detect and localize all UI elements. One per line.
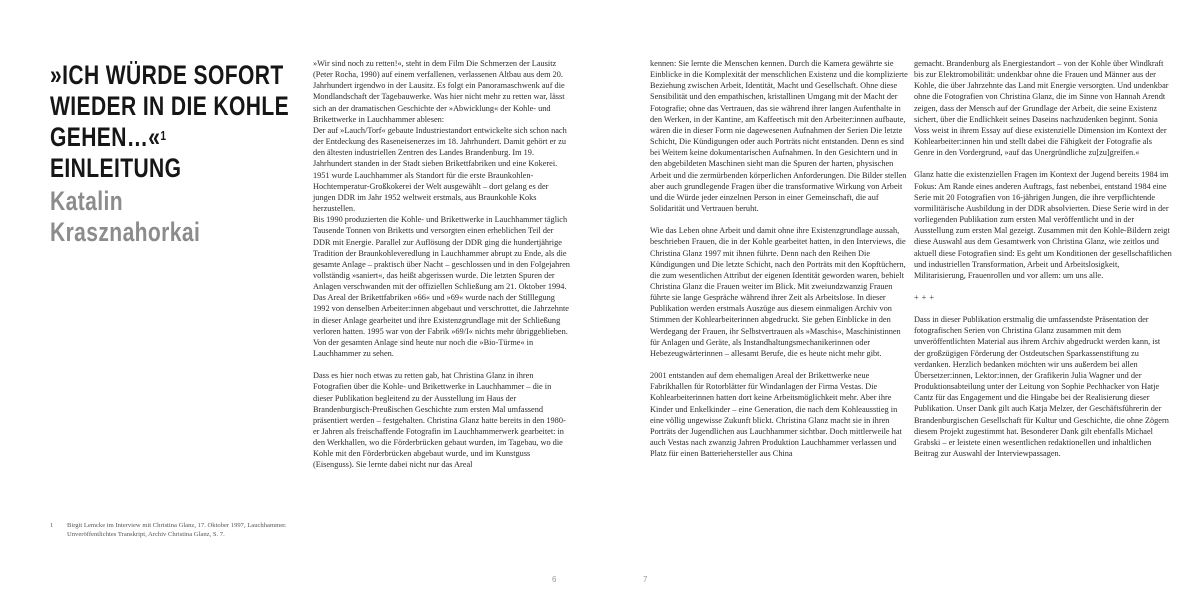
author-name <box>50 186 222 248</box>
column-2-paragraph-2: Wie das Leben ohne Arbeit und damit ohne ihre Existenzgrundlage aussah, beschrieben Frauen, die in der Kohle gearbeitet hatten, in den Interviews, die Christina Glanz 1997 mit ihnen führte. Denn nach den Reihen Die Kündigungen und Die letzte Schicht, nach den Porträts mit den Kopftüchern, die zum wesentlichen Attribut der eigenen Identität geworden waren, behielt Christina Glanz die Frauen weiter im Blick. Mit zweiundzwanzig Frauen führte sie lange Gespräche während ihrer Zeit als Arbeitslose. In dieser Publikation werden erstmals Auszüge aus diesem einmaligen Archiv von Stimmen der Kohlearbeiterinnen abgedruckt. Sie geben Einblicke in den Werdegang der Frauen, ihr Selbstvertrauen als »Maschis«, Maschinistinnen für Anlagen und Geräte, als Instandhaltungsmechanikerinnen oder Hebezeugwärterinnen – allesamt Berufe, die es heute nicht mehr gibt. <box>650 226 906 358</box>
column-1-paragraph-1: »Wir sind noch zu retten!«, steht in dem Film Die Schmerzen der Lausitz (Peter Rocha, 1990) auf einem verfallenen, verlassenen Altbau aus dem 20. Jahrhundert irgendwo in der Lausitz. Es folgt ein Panoramaschwenk auf die Mondlandschaft der Tagebauwerke. Was hier nicht mehr zu retten war, lässt sich an der dramatischen Geschichte der »Abwicklung« der Kohle- und Brikettwerke in Lauchhammer ablesen: Der auf »Lauch/Torf« gebaute Industriestandort entwickelte sich schon nach der Entdeckung des Raseneisenerzes im 18. Jahrhundert. Damit gehört er zu den ältesten industriellen Zentren des Landes Brandenburg. Im 19. Jahrhundert standen in der Stadt sieben Brikettfabriken und eine Kokerei. 1951 wurde Lauchhammer als Standort für die erste Braunkohlen-Hochtemperatur-Großkokerei der Welt ausgewählt – dort gelang es der jungen DDR im Jahr 1952 weltweit erstmals, aus Braunkohle Koks herzustellen. Bis 1990 produzierten die Kohle- und Brikettwerke in Lauchhammer täglich Tausende Tonnen von Briketts und versorgten einen erheblichen Teil der DDR mit Energie. Parallel zur Auflösung der DDR ging die hundertjährige Tradition der Braunkohleveredlung in Lauchhammer abrupt zu Ende, als die gesamte Anlage – praktisch über Nacht – geschlossen und in den Folgejahren vollständig »saniert«, das heißt abgerissen wurde. Die letzten Spuren der Anlagen verschwanden mit der offiziellen Schließung am 21. Oktober 1994. Das Areal der Brikettfabriken »66« und »69« wurde nach der Stilllegung 1992 von denselben Arbeiter:innen abgebaut und verschrottet, die Jahrzehnte in dieser Anlage gearbeitet und ihre Existenzgrundlage mit der Schließung verloren hatten. 1995 war von der Fabrik »69/I« nichts mehr übriggeblieben. Von der gesamten Anlage sind heute nur noch die »Bio-Türme« in Lauchhammer zu sehen. <box>313 59 570 359</box>
text-column-3 <box>914 58 1172 459</box>
title-line-3 <box>50 122 214 153</box>
author-last-name: Krasznahorkai <box>50 217 201 247</box>
title-line-4: EINLEITUNG <box>50 153 182 183</box>
column-3-paragraph-1: gemacht. Brandenburg als Energiestandort – von der Kohle über Windkraft bis zur Elektromobilität: undenkbar ohne die Frauen und Männer aus der Kohle, die über Jahrzehnte das Land mit Energie versorgten. Und undenkbar ohne die Fotografien von Christina Glanz, die im Sinne von Hannah Arendt zeigen, dass der Mensch auf der Grundlage der Arbeit, die seine Existenz sichert, über die Endlichkeit seines Daseins nachzudenken beginnt. Sonia Voss weist in ihrem Essay auf diese existenzielle Dimension im Kontext der Kohlearbeiter:innen hin und stellt dabei die Fähigkeit der Fotografie als Genre in den Vordergrund, »auf das Unergründliche zu[zu]greifen.« <box>914 59 1169 158</box>
column-2-paragraph-3: 2001 entstanden auf dem ehemaligen Areal der Brikettwerke neue Fabrikhallen für Rotorblätter für Windanlagen der Firma Vestas. Die Kohlearbeiterinnen hatten dort keine Arbeitsmöglichkeit mehr. Aber ihre Kinder und Enkelkinder – eine Generation, die nach dem Kohleausstieg in eine völlig ungewisse Zukunft blickt. Christina Glanz macht sie in ihren Porträts der Jugendlichen aus Lauchhammer sichtbar. Doch mittlerweile hat auch Vestas nach zwanzig Jahren Produktion Lauchhammer verlassen und Platz für einen Batteriehersteller aus China <box>650 371 902 459</box>
column-1-paragraph-2: Dass es hier noch etwas zu retten gab, hat Christina Glanz in ihren Fotografien über die Kohle- und Brikettwerke in Lauchhammer – die in dieser Publikation begleitend zu der Ausstellung im Haus der Brandenburgisch-Preußischen Geschichte zum ersten Mal umfassend präsentiert werden – festgehalten. Christina Glanz hatte bereits in den 1980-er Jahren als freischaffende Fotografin im Lauchhammerwerk gearbeitet: in den Werkhallen, wo die Förderbrücken gebaut wurden, im Tagebau, wo die Kohle mit den Förderbrücken abgebaut wurde, und im Kunstguss (Eisenguss). Sie lernte dabei nicht nur das Areal <box>313 371 566 470</box>
text-column-1 <box>313 58 571 471</box>
footnote <box>50 521 290 539</box>
section-divider-stars: +++ <box>914 292 938 302</box>
footnote-number: 1 <box>50 522 54 529</box>
column-3-paragraph-2: Glanz hatte die existenziellen Fragen im Kontext der Jugend bereits 1984 im Fokus: Am Rande eines anderen Auftrags, fast nebenbei, entstand 1984 eine Serie mit 20 Fotografien von 16-jährigen Jungen, die ihre verpflichtende vormilitärische Ausbildung in der DDR absolvierten. Diese Serie wird in der vorliegenden Publikation zum ersten Mal veröffentlicht und in der Ausstellung zum ersten Mal gezeigt. Zusammen mit den Kohle-Bildern zeigt diese Auswahl aus dem Gesamtwerk von Christina Glanz, wie zeitlos und aktuell diese Fotografien sind: Es geht um Konditionen der gesellschaftlichen und industriellen Transformation, Arbeit und Arbeitslosigkeit, Militarisierung, Frauenrollen und vor allem: um uns alle. <box>914 170 1172 280</box>
title-line-3-text: GEHEN…« <box>50 122 161 152</box>
footnote-text: Birgit Lemcke im Interview mit Christina Glanz, 17. Oktober 1997, Lauchhammer. Unveröffentlichtes Transkript, Archiv Christina Glanz, S. 7. <box>67 522 287 538</box>
page-number-left: 6 <box>552 575 557 584</box>
title-line-2: WIEDER IN DIE KOHLE <box>50 91 290 121</box>
page-number-right: 7 <box>643 575 648 584</box>
title-footnote-mark: 1 <box>160 128 167 143</box>
chapter-title <box>50 60 290 184</box>
text-column-2 <box>650 58 908 459</box>
author-first-name: Katalin <box>50 186 123 216</box>
column-3-paragraph-3: Dass in dieser Publikation erstmalig die umfassendste Präsentation der fotografischen Serien von Christina Glanz zusammen mit dem unveröffentlichten Material aus ihrem Archiv abgedruckt werden kann, ist der großzügigen Förderung der Ostdeutschen Sparkassenstiftung zu verdanken. Herzlich bedanken möchten wir uns außerdem bei allen Übersetzer:innen, Lektor:innen, der Grafikerin Julia Wagner und der Produktionsabteilung unter der Leitung von Sophie Pechhacker von Hatje Cantz für das Engagement und die Hingabe bei der Realisierung dieser Publikation. Unser Dank gilt auch Katja Melzer, der Geschäftsführerin der Brandenburgischen Gesellschaft für Kultur und Geschichte, die ohne Zögern diesem Projekt zugestimmt hat. Besonderer Dank gilt ebenfalls Michael Grabski – er leistete einen wesentlichen redaktionellen und inhaltlichen Beitrag zur Auswahl der Interviewpassagen. <box>914 315 1169 458</box>
column-2-paragraph-1: kennen: Sie lernte die Menschen kennen. Durch die Kamera gewährte sie Einblicke in die Komplexität der menschlichen Existenz und die komplizierte Beziehung zwischen Arbeit, Identität, Macht und Gesellschaft. Ohne diese Sensibilität und den empathischen, kristallinen Umgang mit der Macht der Fotografie; ohne das Vertrauen, das sie während ihrer langen Aufenthalte in den Werken, in der Kantine, am Kaffeetisch mit den Arbeiter:innen aufbaute, wären die in dieser Form nie dagewesenen Aufnahmen der Serien Die letzte Schicht, Die Kündigungen oder auch Porträts nicht entstanden. Denn es sind bei Weitem keine dokumentarischen Aufnahmen. In den Gesichtern und in den abgebildeten Maschinen sieht man die Spuren der harten, physischen Arbeit und die zermürbenden körperlichen Anforderungen. Die Bilder stellen aber auch grundlegende Fragen über die transformative Wirkung von Arbeit und die Würde jeder einzelnen Person in einer Gemeinschaft, die auf Solidarität und Vertrauen beruht. <box>650 59 908 214</box>
title-line-1: »ICH WÜRDE SOFORT <box>50 60 284 90</box>
